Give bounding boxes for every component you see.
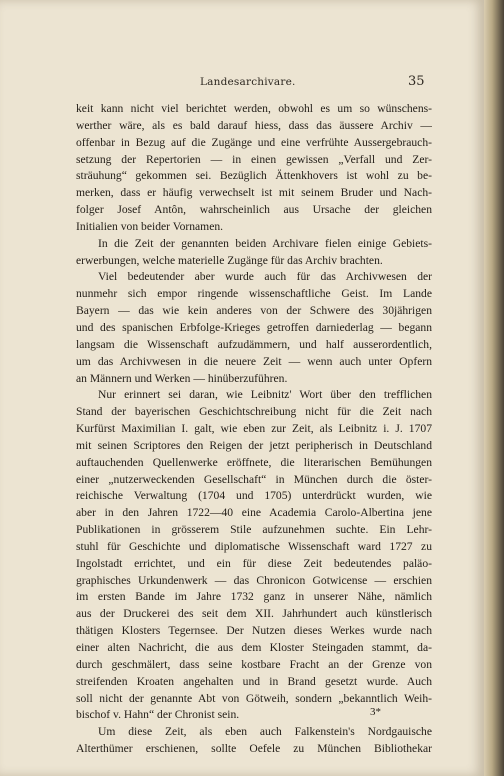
text-line: und des spanischen Erbfolge-Krieges getroffen darniederlag — begann — [76, 320, 432, 334]
text-line: Kurfürst Maximilian I. galt, wie eben zur Zeit, als Leibnitz i. J. 1707 — [76, 422, 432, 436]
text-line: einer alten Nachricht, die aus dem Kloster Steingaden stammt, da- — [76, 641, 432, 654]
text-line: Ingolstadt errichtet, und ein für diese Zeit bedeutendes paläo- — [76, 556, 432, 570]
text-line: einer „nutzerweckenden Gesellschaft“ in München durch die öster- — [76, 472, 432, 486]
book-edge — [484, 0, 504, 776]
text-line: setzung der Repertorien — in einen gewissen „Verfall und Zer- — [76, 152, 432, 166]
text-line: streifenden Kroaten angehalten und in Brand gesetzt wurde. Auch — [76, 674, 432, 688]
text-line: mit seinen Scriptores den Reigen der jetzt peripherisch in Deutschland — [76, 438, 432, 452]
text-line: graphisches Urkundenwerk — das Chronicon Gotwicense — erschien — [76, 573, 432, 587]
text-line: bischof v. Hahn“ der Chronist sein. — [76, 708, 240, 722]
page-header — [0, 74, 484, 94]
text-line: durch geschmälert, dass seine kostbare Fracht an der Grenze von — [76, 657, 432, 671]
body-text — [76, 101, 432, 758]
text-line: Bayern — das wie kein anderes von der Schwere des 30jährigen — [76, 304, 432, 318]
text-line: langsam die Wissenschaft aufzudämmern, und half ausserordentlich, — [76, 337, 432, 351]
text-line: Um diese Zeit, als eben auch Falkenstein's Nordgauische — [98, 725, 432, 739]
text-line: Viel bedeutender aber wurde auch für das Archivwesen der — [98, 270, 432, 284]
text-line: folger Josef Antôn, wahrscheinlich aus Ursache der gleichen — [76, 203, 432, 217]
text-line: im ersten Bande im Jahre 1732 ganz in unserer Nähe, nämlich — [76, 590, 432, 604]
running-head: Landesarchivare. — [200, 76, 296, 88]
text-line: um das Archivwesen in die neuere Zeit — wenn auch unter Opfern — [76, 354, 432, 368]
text-line: Stand der bayerischen Geschichtschreibung nicht für die Zeit nach — [76, 405, 432, 419]
text-line: stuhl für Geschichte und diplomatische Wissenschaft ward 1727 zu — [76, 539, 432, 553]
text-line: Publikationen in grösserem Stile aufzunehmen suchte. Ein Lehr- — [76, 523, 432, 537]
text-line: reichische Verwaltung (1704 und 1705) unterdrückt wurden, wie — [76, 489, 432, 503]
text-line: aber in den Jahren 1722—40 eine Academia Carolo-Albertina jene — [76, 506, 432, 520]
text-line: sträuhung“ gekommen sei. Bezüglich Ättenkhovers ist wohl zu be- — [76, 169, 432, 183]
signature-mark: 3* — [370, 706, 381, 718]
text-line: soll nicht der genannte Abt von Götweih, sondern „bekanntlich Weih- — [76, 691, 432, 705]
text-line: keit kann nicht viel berichtet werden, obwohl es um so wünschens- — [76, 102, 432, 115]
text-line: auftauchenden Quellenwerke eröffnete, die literarischen Bemühungen — [76, 455, 432, 469]
text-line: offenbar in Bezug auf die Zugänge und eine verfrühte Aussergebrauch- — [76, 135, 432, 149]
text-line: nunmehr sich empor ringende wissenschaftliche Geist. Im Lande — [76, 287, 432, 301]
page-number: 35 — [408, 74, 425, 89]
text-line: thätigen Klosters Tegernsee. Der Nutzen dieses Werkes wurde nach — [76, 624, 432, 638]
text-line: erwerbungen, welche materielle Zugänge für das Archiv brachten. — [76, 253, 383, 267]
text-line: In die Zeit der genannten beiden Archivare fielen einige Gebiets- — [98, 236, 432, 250]
text-line: merken, dass er häufig verwechselt ist mit seinem Bruder und Nach- — [76, 186, 432, 200]
text-line: aus der Druckerei des seit dem XII. Jahrhundert auch künstlerisch — [76, 607, 432, 621]
text-line: Nur erinnert sei daran, wie Leibnitz' Wort über den trefflichen — [98, 388, 432, 402]
text-line: an Männern und Werken — hinüberzuführen. — [76, 371, 288, 385]
text-line: werther wäre, als es bald darauf hiess, dass das äussere Archiv — — [76, 118, 432, 132]
text-line: Alterthümer erschienen, sollte Oefele zu München Bibliothekar — [76, 742, 432, 756]
text-line: Initialien von beider Vornamen. — [76, 219, 224, 233]
